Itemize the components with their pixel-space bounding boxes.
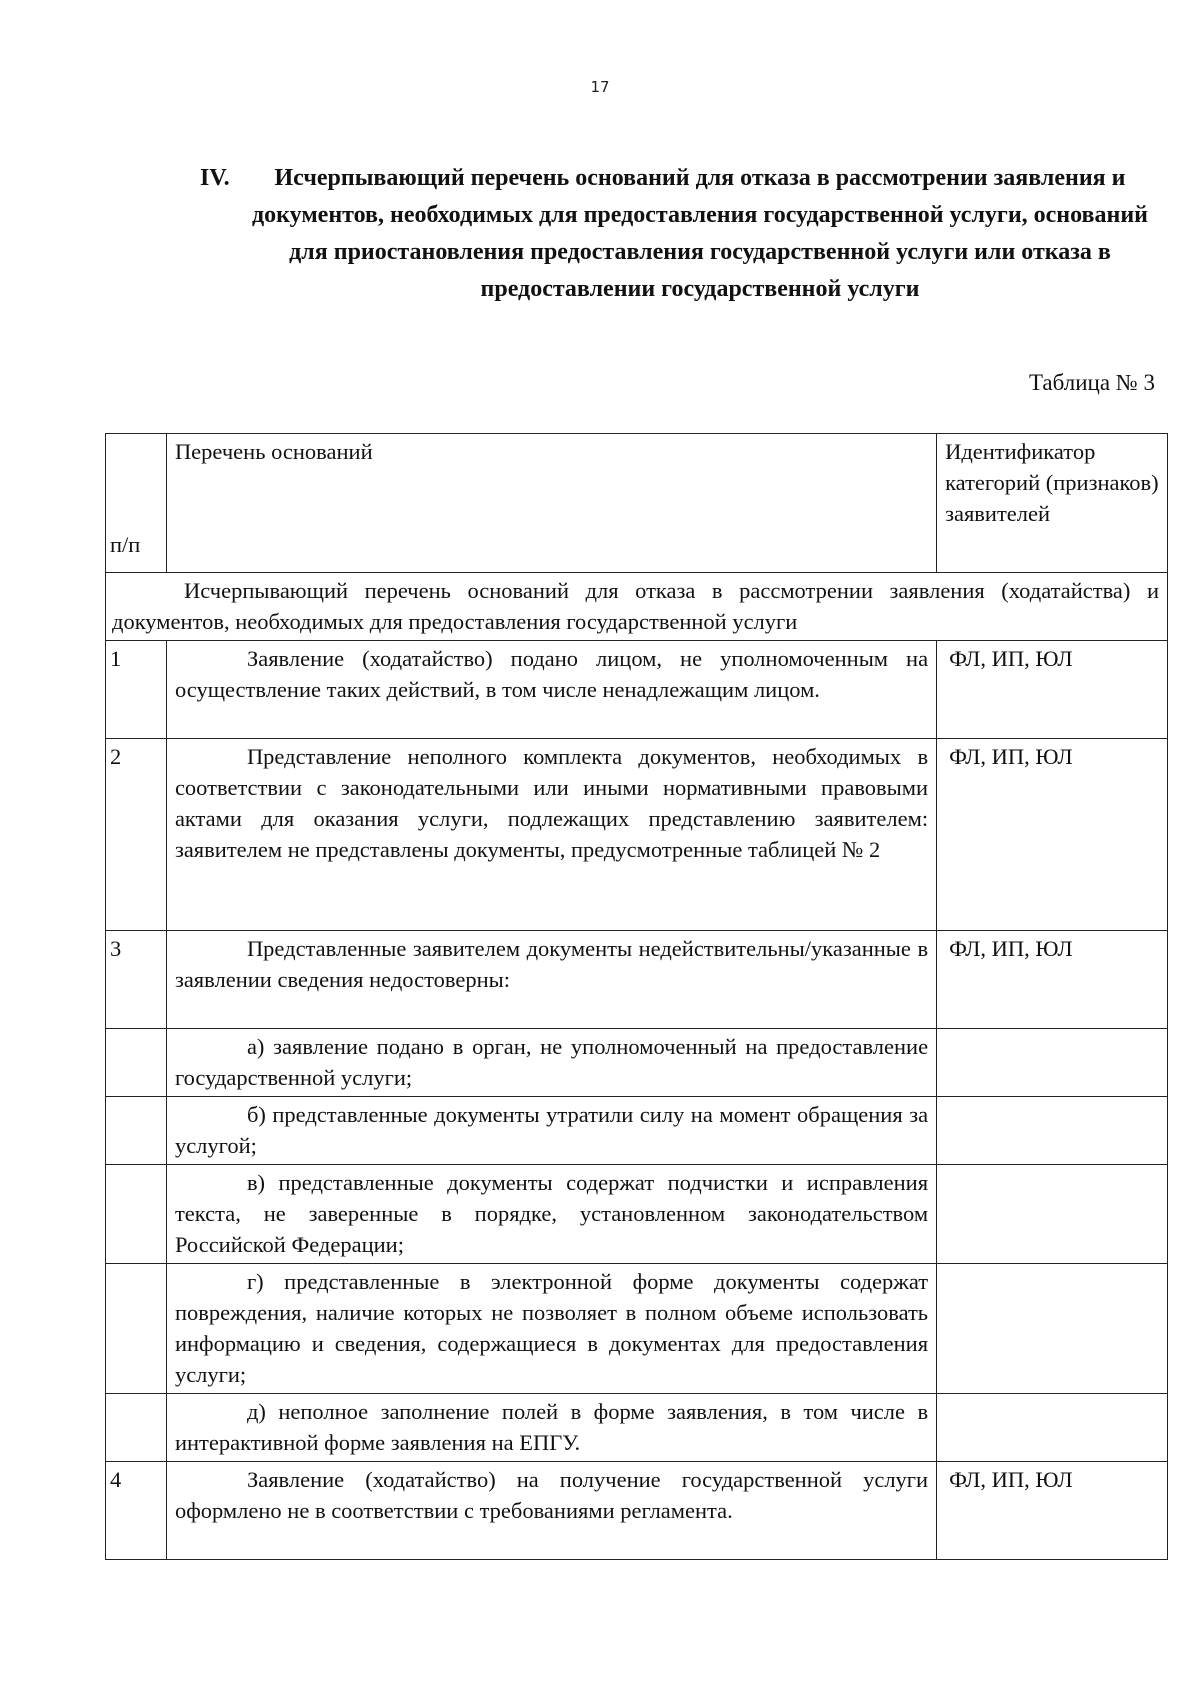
- row-text: Представленные заявителем документы недействительны/указанные в заявлении сведения недостоверны:: [166, 931, 936, 1029]
- row-num: [106, 1097, 167, 1165]
- header-grounds: Перечень оснований: [166, 434, 936, 573]
- header-identifier: Идентификатор категорий (признаков) заявителей: [937, 434, 1168, 573]
- row-identifier: [937, 1165, 1168, 1264]
- row-text: д) неполное заполнение полей в форме заявления, в том числе в интерактивной форме заявления на ЕПГУ.: [166, 1394, 936, 1462]
- row-num: 4: [106, 1462, 167, 1560]
- row-num: 2: [106, 739, 167, 931]
- table-row: [106, 1165, 1168, 1264]
- table-row: [106, 1462, 1168, 1560]
- row-identifier: ФЛ, ИП, ЮЛ: [937, 641, 1168, 739]
- row-text: а) заявление подано в орган, не уполномоченный на предоставление государственной услуги;: [166, 1029, 936, 1097]
- row-identifier: ФЛ, ИП, ЮЛ: [937, 739, 1168, 931]
- table-row: [106, 931, 1168, 1029]
- row-identifier: ФЛ, ИП, ЮЛ: [937, 1462, 1168, 1560]
- row-num: [106, 1165, 167, 1264]
- row-num: [106, 1029, 167, 1097]
- row-identifier: [937, 1097, 1168, 1165]
- table-row: [106, 641, 1168, 739]
- table-caption: Таблица № 3: [1028, 370, 1155, 395]
- table-header-row: [106, 434, 1168, 573]
- page-number: 17: [590, 78, 610, 96]
- row-text: Заявление (ходатайство) на получение государственной услуги оформлено не в соответствии с требованиями регламента.: [166, 1462, 936, 1560]
- row-identifier: ФЛ, ИП, ЮЛ: [937, 931, 1168, 1029]
- table-section-row: [106, 573, 1168, 641]
- row-num: 1: [106, 641, 167, 739]
- section-number: IV.: [200, 165, 230, 191]
- grounds-table: [105, 433, 1168, 1560]
- row-identifier: [937, 1394, 1168, 1462]
- section-heading: [200, 160, 1160, 308]
- table-row: [106, 1264, 1168, 1394]
- row-num: [106, 1394, 167, 1462]
- row-text: Заявление (ходатайство) подано лицом, не уполномоченным на осуществление таких действий, в том числе ненадлежащим лицом.: [166, 641, 936, 739]
- header-num: п/п: [106, 434, 167, 573]
- section-title: Исчерпывающий перечень оснований для отказа в рассмотрении заявления и документов, необходимых для предоставления государственной услуги, оснований для приостановления предоставления государственной услуги или отказа в предоставлении государственной услуги: [252, 165, 1148, 302]
- table-row: [106, 739, 1168, 931]
- row-num: 3: [106, 931, 167, 1029]
- row-text: г) представленные в электронной форме документы содержат повреждения, наличие которых не позволяет в полном объеме использовать информацию и сведения, содержащиеся в документах для предоставления услуги;: [166, 1264, 936, 1394]
- row-text: Представление неполного комплекта документов, необходимых в соответствии с законодательными или иными нормативными правовыми актами для оказания услуги, подлежащих представлению заявителем: заявителем не представлены документы, предусмотренные таблицей № 2: [166, 739, 936, 931]
- table-row: [106, 1394, 1168, 1462]
- row-num: [106, 1264, 167, 1394]
- section-row-text: Исчерпывающий перечень оснований для отказа в рассмотрении заявления (ходатайства) и документов, необходимых для предоставления государственной услуги: [106, 573, 1168, 641]
- row-identifier: [937, 1029, 1168, 1097]
- row-text: б) представленные документы утратили силу на момент обращения за услугой;: [166, 1097, 936, 1165]
- table-row: [106, 1029, 1168, 1097]
- row-identifier: [937, 1264, 1168, 1394]
- row-text: в) представленные документы содержат подчистки и исправления текста, не заверенные в порядке, установленном законодательством Российской Федерации;: [166, 1165, 936, 1264]
- table-row: [106, 1097, 1168, 1165]
